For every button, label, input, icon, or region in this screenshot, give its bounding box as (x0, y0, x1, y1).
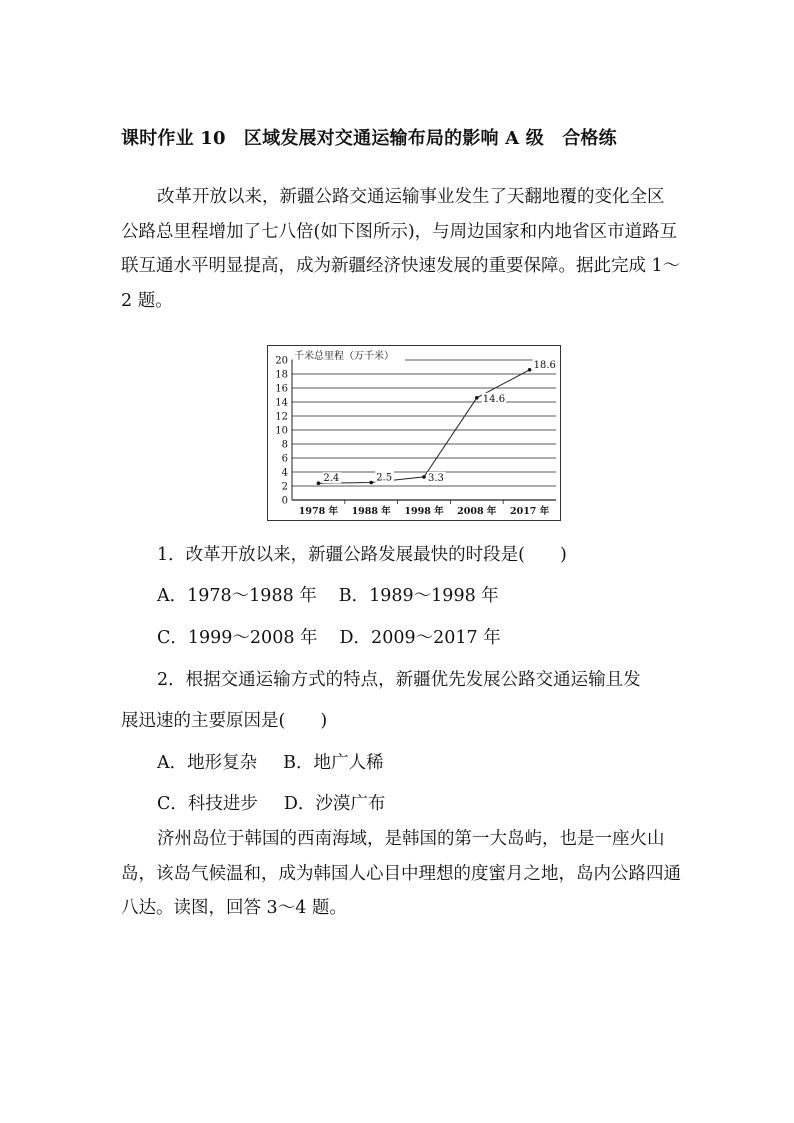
x-tick-label: 2008 年 (457, 506, 497, 517)
y-tick-label: 12 (275, 411, 288, 423)
data-point (528, 368, 532, 372)
question-1-stem: 1．改革开放以来，新疆公路发展最快的时段是( ) (157, 545, 567, 565)
question-2-options-row-1 (157, 749, 384, 774)
x-tick-label: 1998 年 (404, 506, 444, 517)
question-2-option-d[interactable]: D．沙漠广布 (283, 794, 386, 814)
y-tick-label: 18 (275, 369, 288, 381)
highway-mileage-chart (267, 345, 561, 521)
y-tick-label: 16 (275, 383, 288, 395)
data-label: 2.4 (323, 473, 340, 485)
y-tick-label: 6 (281, 453, 288, 465)
data-label: 2.5 (376, 472, 393, 484)
x-tick-label: 1978 年 (298, 506, 339, 517)
y-tick-label: 8 (281, 439, 288, 451)
page-title: 课时作业 10 区域发展对交通运输布局的影响 A 级 合格练 (121, 128, 617, 149)
question-2-options-row-2 (157, 790, 385, 815)
x-tick-label: 2017 年 (509, 506, 550, 517)
y-tick-label: 2 (281, 481, 288, 493)
question-1-option-d[interactable]: D．2009～2017 年 (339, 628, 501, 648)
question-1-option-a[interactable]: A．1978～1988 年 (157, 586, 317, 606)
y-tick-label: 14 (275, 397, 288, 409)
chart-svg (268, 346, 560, 520)
intro-paragraph: 改革开放以来，新疆公路交通运输事业发生了天翻地覆的变化全区公路总里程增加了七八倍(如下图所示)，与周边国家和内地省区市道路互联互通水平明显提高，成为新疆经济快速发展的重要保障。据此完成 1～2 题。 (121, 187, 681, 311)
y-tick-label: 20 (275, 355, 288, 367)
y-axis-label: 千米总里程（万千米） (294, 351, 394, 362)
question-2-stem-line-1: 2．根据交通运输方式的特点，新疆优先发展公路交通运输且发 (157, 670, 641, 690)
y-tick-label: 4 (281, 467, 288, 479)
question-2-option-a[interactable]: A．地形复杂 (157, 753, 258, 773)
data-label: 14.6 (482, 393, 506, 405)
series-line (318, 370, 529, 483)
question-1-option-c[interactable]: C．1999～2008 年 (157, 628, 318, 648)
jeju-paragraph: 济州岛位于韩国的西南海域，是韩国的第一大岛屿，也是一座火山岛，该岛气候温和，成为韩国人心目中理想的度蜜月之地，岛内公路四通八达。读图，回答 3～4 题。 (121, 829, 681, 918)
x-tick-label: 1988 年 (351, 506, 391, 517)
data-point (317, 481, 321, 485)
data-point (422, 475, 426, 479)
question-1-option-b[interactable]: B．1989～1998 年 (338, 586, 499, 606)
data-label: 3.3 (428, 472, 444, 484)
question-2-stem-line-2: 展迅速的主要原因是( ) (121, 711, 328, 731)
question-2-option-b[interactable]: B．地广人稀 (283, 753, 384, 773)
y-tick-label: 0 (281, 495, 288, 507)
data-point (475, 396, 479, 400)
data-point (369, 481, 373, 485)
data-label: 18.6 (533, 359, 556, 371)
question-1-options-row-1 (157, 582, 499, 607)
question-2-option-c[interactable]: C．科技进步 (157, 794, 258, 814)
question-1-options-row-2 (157, 624, 501, 649)
y-tick-label: 10 (275, 425, 288, 437)
